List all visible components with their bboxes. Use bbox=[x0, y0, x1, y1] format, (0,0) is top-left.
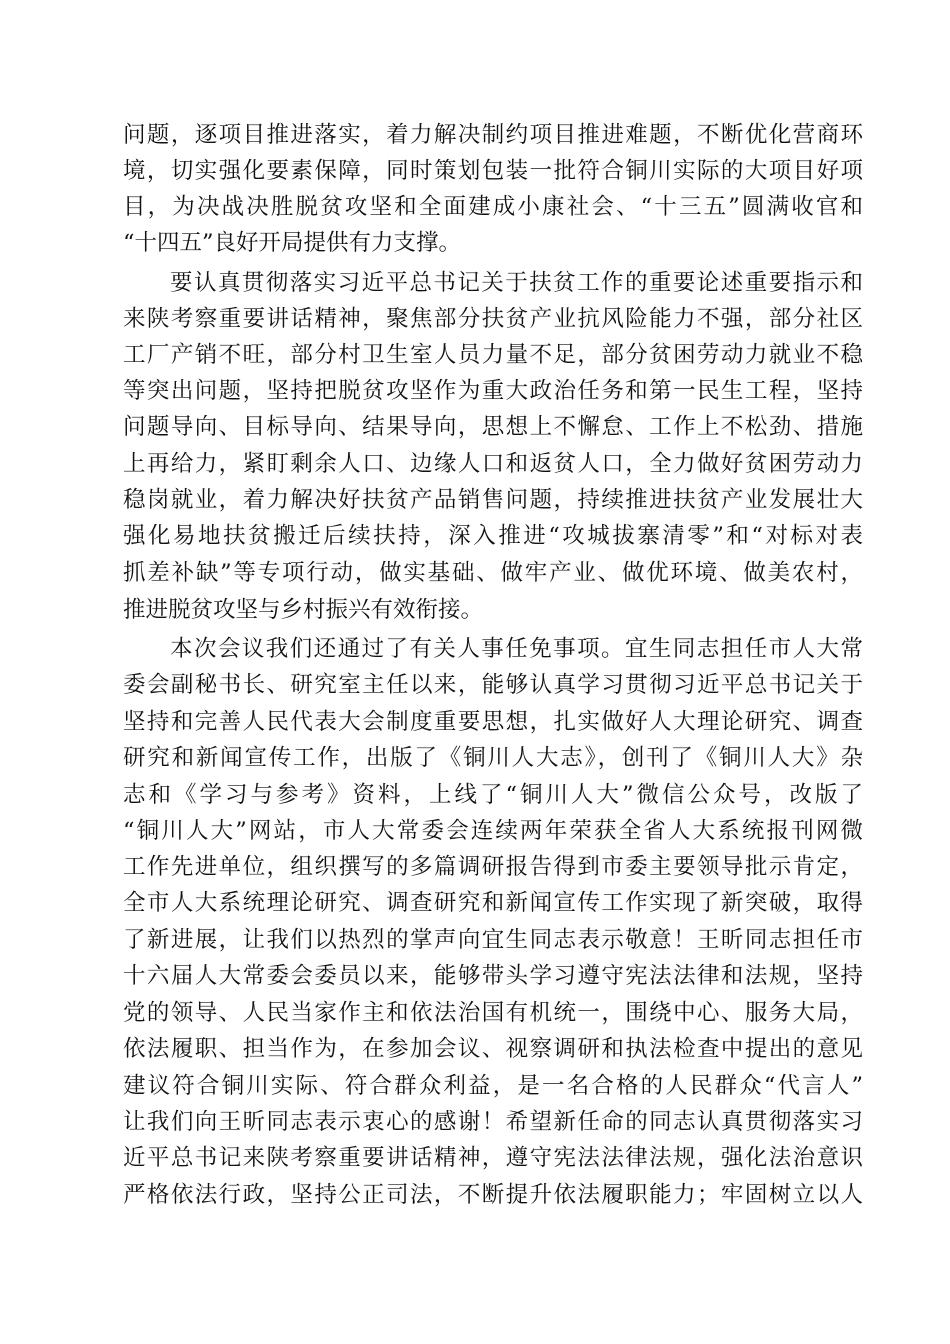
text-line: 稳岗就业，着力解决好扶贫产品销售问题，持续推进扶贫产业发展壮大 bbox=[123, 487, 863, 513]
text-line: 境，切实强化要素保障，同时策划包装一批符合铜川实际的大项目好项 bbox=[123, 158, 863, 184]
text-line: 近平总书记来陕考察重要讲话精神，遵守宪法法律法规，强化法治意识 bbox=[123, 1145, 863, 1171]
text-line: 来陕考察重要讲话精神，聚焦部分扶贫产业抗风险能力不强，部分社区 bbox=[123, 306, 863, 332]
text-line: 研究和新闻宣传工作，出版了《铜川人大志》，创刊了《铜川人大》杂 bbox=[123, 745, 863, 771]
text-line: 问题导向、目标导向、结果导向，思想上不懈怠、工作上不松劲、措施 bbox=[123, 414, 863, 440]
text-line: 本次会议我们还通过了有关人事任免事项。宜生同志担任市人大常 bbox=[170, 636, 863, 662]
text-line: “十四五”良好开局提供有力支撑。 bbox=[123, 230, 462, 256]
text-line: 推进脱贫攻坚与乡村振兴有效衔接。 bbox=[123, 597, 484, 623]
text-line: 问题，逐项目推进落实，着力解决制约项目推进难题，不断优化营商环 bbox=[123, 122, 863, 148]
text-line: 十六届人大常委会委员以来，能够带头学习遵守宪法法律和法规，坚持 bbox=[123, 963, 863, 989]
text-line: 让我们向王昕同志表示衷心的感谢！希望新任命的同志认真贯彻落实习 bbox=[123, 1109, 863, 1135]
text-line: 全市人大系统理论研究、调查研究和新闻宣传工作实现了新突破，取得 bbox=[123, 890, 863, 916]
text-line: 了新进展，让我们以热烈的掌声向宜生同志表示敬意！王昕同志担任市 bbox=[123, 927, 863, 953]
text-line: 上再给力，紧盯剩余人口、边缘人口和返贫人口，全力做好贫困劳动力 bbox=[123, 451, 863, 477]
text-line: 抓差补缺”等专项行动，做实基础、做牢产业、做优环境、做美农村， bbox=[123, 560, 863, 586]
text-line: 严格依法行政，坚持公正司法，不断提升依法履职能力；牢固树立以人 bbox=[123, 1182, 863, 1208]
text-line: 党的领导、人民当家作主和依法治国有机统一，围绕中心、服务大局， bbox=[123, 1000, 863, 1026]
text-line: 坚持和完善人民代表大会制度重要思想，扎实做好人大理论研究、调查 bbox=[123, 709, 863, 735]
text-line: 依法履职、担当作为，在参加会议、视察调研和执法检查中提出的意见 bbox=[123, 1036, 863, 1062]
text-line: 工作先进单位，组织撰写的多篇调研报告得到市委主要领导批示肯定， bbox=[123, 854, 863, 880]
text-line: 建议符合铜川实际、符合群众利益，是一名合格的人民群众“代言人” bbox=[123, 1073, 863, 1099]
text-line: “铜川人大”网站，市人大常委会连续两年荣获全省人大系统报刊网微 bbox=[123, 818, 863, 844]
text-line: 要认真贯彻落实习近平总书记关于扶贫工作的重要论述重要指示和 bbox=[170, 270, 863, 296]
text-line: 等突出问题，坚持把脱贫攻坚作为重大政治任务和第一民生工程，坚持 bbox=[123, 378, 863, 404]
text-line: 目，为决战决胜脱贫攻坚和全面建成小康社会、“十三五”圆满收官和 bbox=[123, 194, 863, 220]
text-line: 工厂产销不旺，部分村卫生室人员力量不足，部分贫困劳动力就业不稳 bbox=[123, 342, 863, 368]
text-line: 委会副秘书长、研究室主任以来，能够认真学习贯彻习近平总书记关于 bbox=[123, 672, 863, 698]
text-line: 志和《学习与参考》资料，上线了“铜川人大”微信公众号，改版了 bbox=[123, 782, 863, 808]
text-line: 强化易地扶贫搬迁后续扶持，深入推进“攻城拔寨清零”和“对标对表 bbox=[123, 523, 863, 549]
